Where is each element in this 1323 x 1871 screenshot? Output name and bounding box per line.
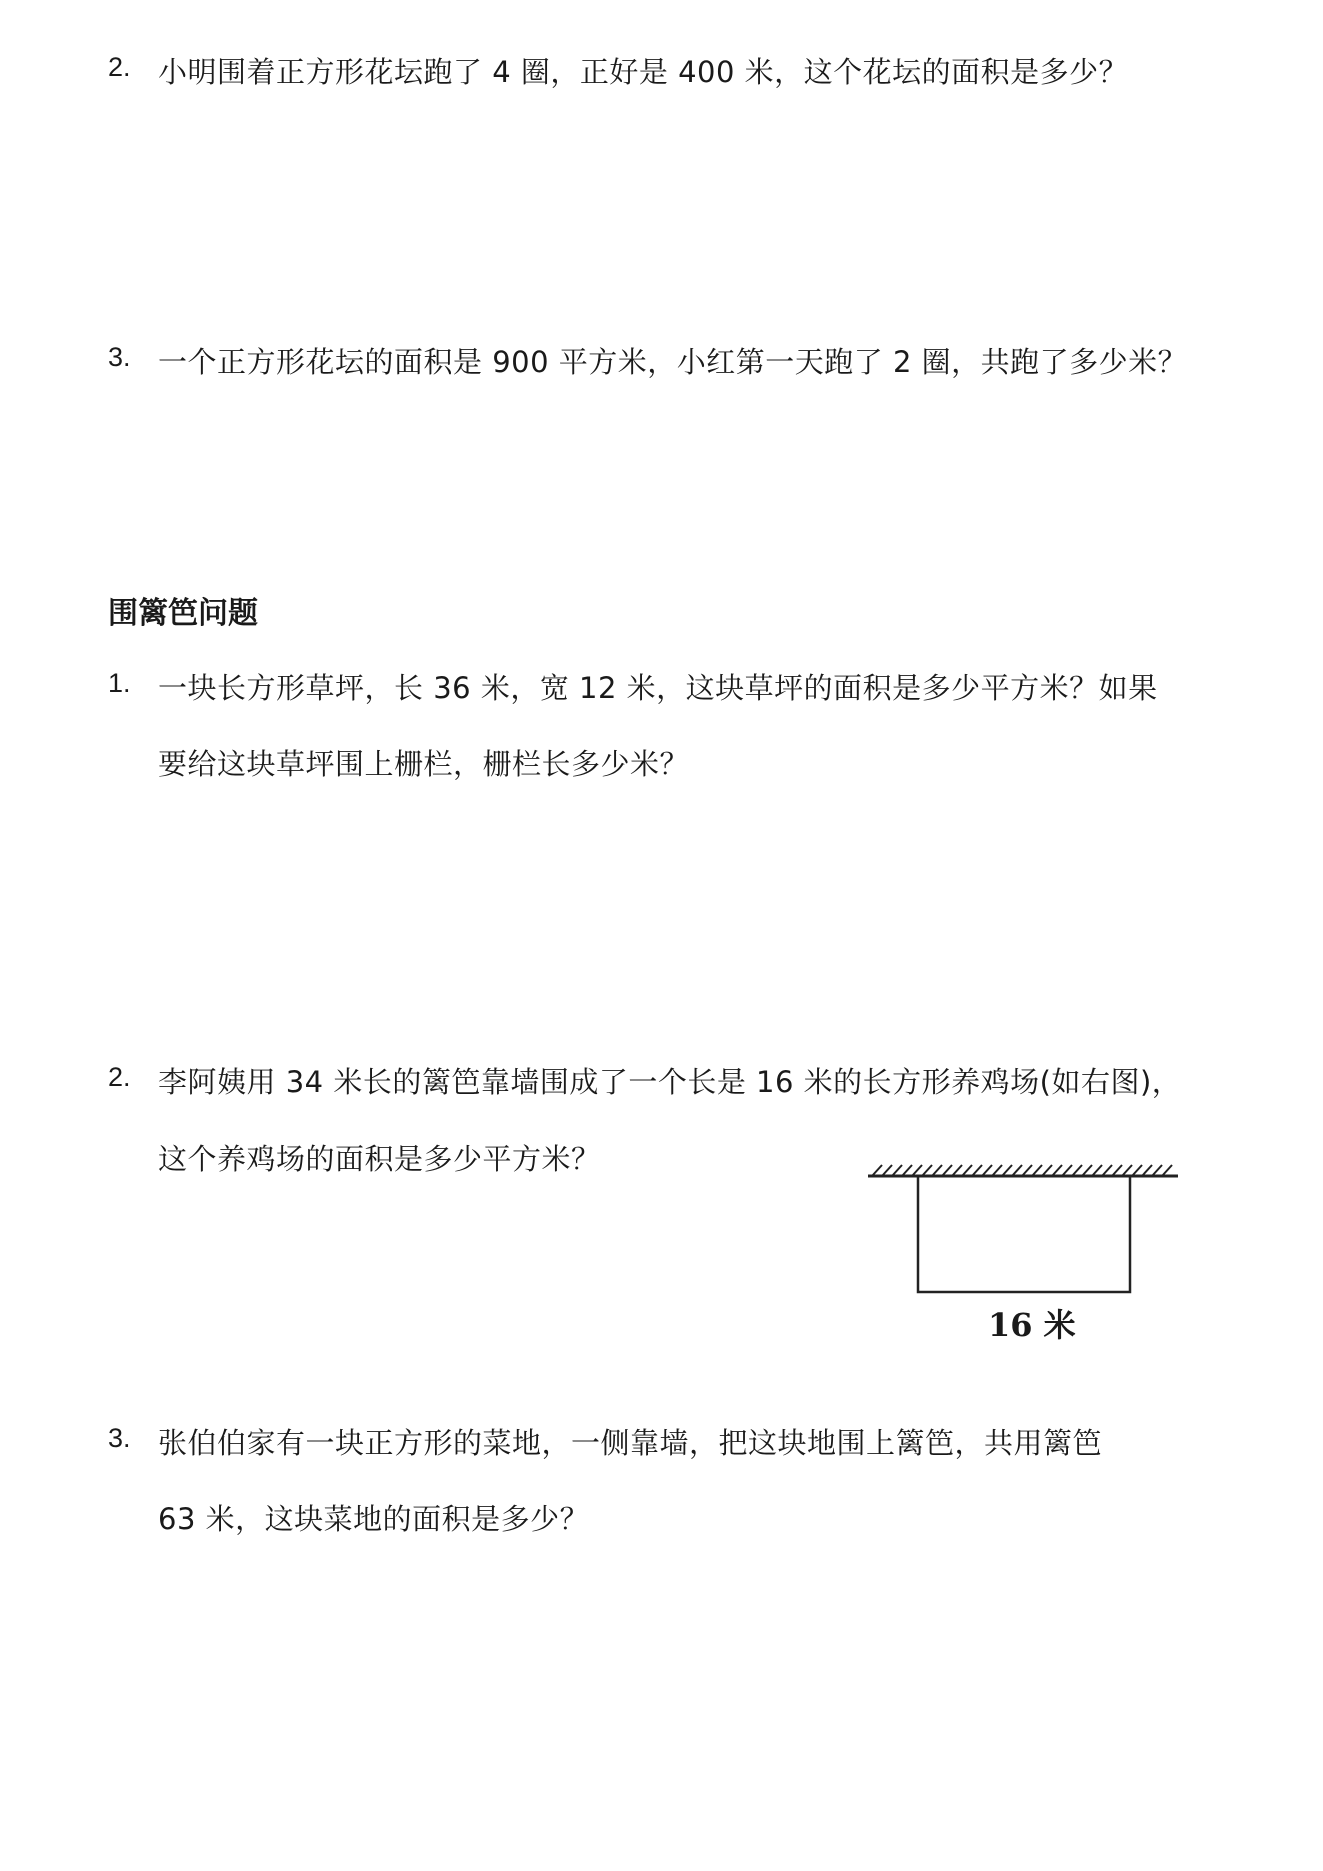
question-text-line-1: 一块长方形草坪，长 36 米，宽 12 米，这块草坪的面积是多少平方米？如果 — [158, 671, 1158, 705]
question-text-line-2: 这个养鸡场的面积是多少平方米？ — [158, 1142, 601, 1176]
question-text-line-2: 63 米，这块菜地的面积是多少？ — [158, 1502, 590, 1536]
question-text-line-1: 张伯伯家有一块正方形的菜地，一侧靠墙，把这块地围上篱笆，共用篱笆 — [158, 1426, 1103, 1460]
question-number: 2. — [108, 52, 131, 82]
figure-length-label: 16 米 — [988, 1306, 1076, 1344]
question-text-line-2: 要给这块草坪围上栅栏，栅栏长多少米？ — [158, 747, 690, 781]
question-number: 3. — [108, 1423, 131, 1453]
question-number: 1. — [108, 668, 131, 698]
question-text: 小明围着正方形花坛跑了 4 圈，正好是 400 米，这个花坛的面积是多少？ — [158, 55, 1129, 89]
question-number: 3. — [108, 342, 131, 372]
question-text-line-1: 李阿姨用 34 米长的篱笆靠墙围成了一个长是 16 米的长方形养鸡场(如右图)， — [158, 1065, 1182, 1099]
wall-hatching — [868, 1165, 1178, 1176]
question-text: 一个正方形花坛的面积是 900 平方米，小红第一天跑了 2 圈，共跑了多少米？ — [158, 345, 1188, 379]
fence-rectangle — [918, 1176, 1130, 1292]
question-number: 2. — [108, 1062, 131, 1092]
section-heading: 围篱笆问题 — [108, 596, 258, 631]
